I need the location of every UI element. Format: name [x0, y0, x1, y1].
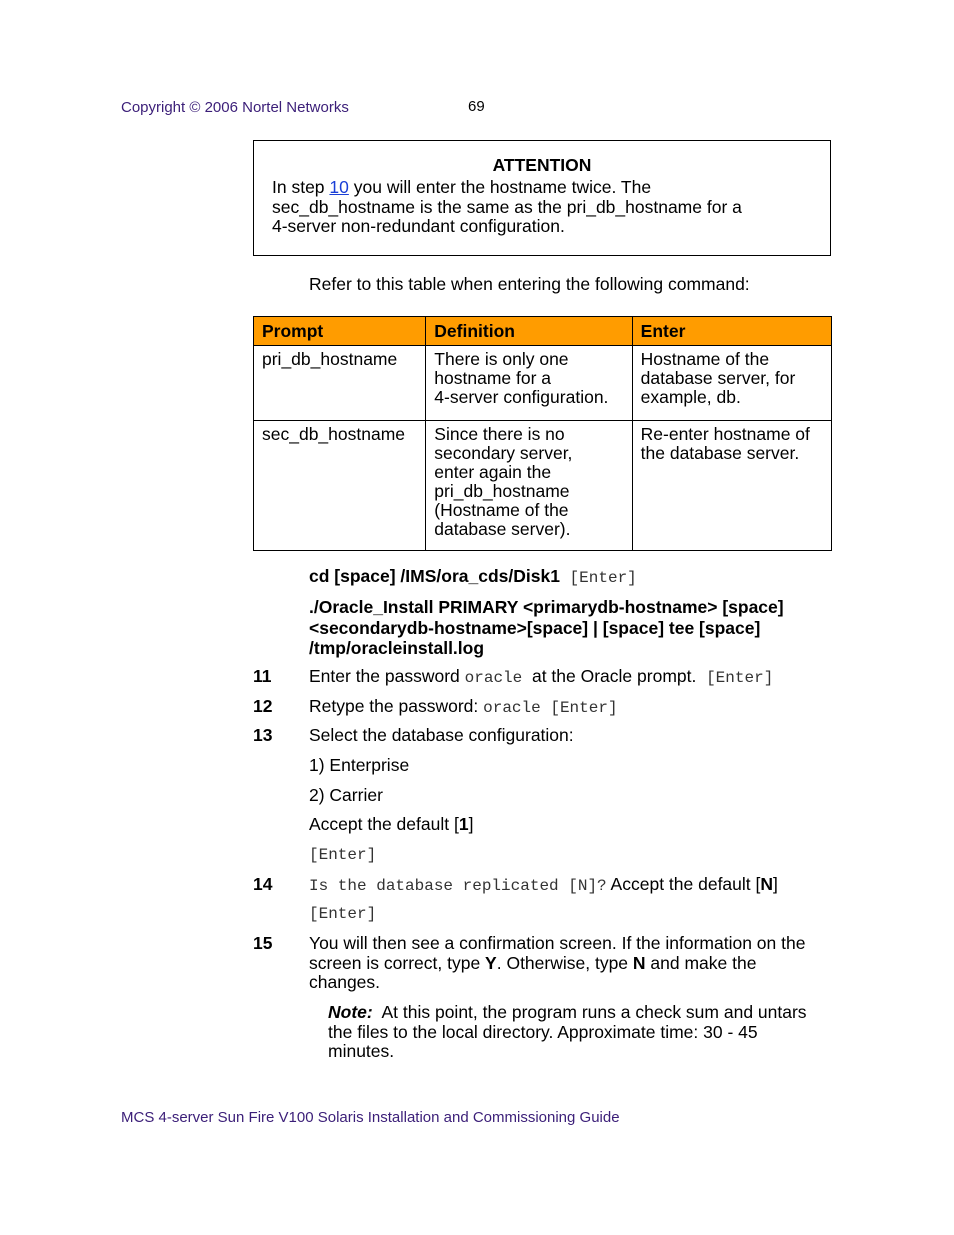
- attention-body: [272, 178, 812, 237]
- step-12-pre: Retype the password:: [309, 696, 484, 716]
- column-header-prompt: Prompt: [254, 317, 426, 346]
- step-11-pre: Enter the password: [309, 666, 465, 686]
- step-15-line: You will then see a confirmation screen. If the information on the: [309, 933, 806, 953]
- note-label: Note:: [328, 1002, 373, 1022]
- prompt-table: [253, 316, 832, 551]
- attention-box: [253, 140, 831, 256]
- step-15-line2-pre: screen is correct, type: [309, 952, 486, 973]
- attention-title: ATTENTION: [492, 155, 592, 175]
- step-11-text: [309, 667, 773, 689]
- note-block: [328, 1003, 833, 1062]
- step-10-link[interactable]: 10: [329, 177, 349, 197]
- step-15-y: Y: [485, 952, 497, 973]
- definition-line: (Hostname of the: [434, 500, 569, 520]
- step-11-mid: at the Oracle prompt.: [522, 666, 707, 686]
- attention-line2: sec_db_hostname is the same as the pri_db_hostname for a: [272, 196, 742, 217]
- install-command: [309, 597, 833, 659]
- enter-line: database server, for: [640, 368, 796, 388]
- definition-line: Since there is no: [434, 424, 565, 444]
- footer-title: MCS 4-server Sun Fire V100 Solaris Installation and Commissioning Guide: [121, 1109, 620, 1126]
- table-cell-definition: [426, 421, 632, 551]
- option-carrier: 2) Carrier: [309, 785, 383, 805]
- step-14-default-value: N: [760, 874, 774, 894]
- definition-line: 4-server configuration.: [434, 387, 609, 407]
- definition-line: enter again the: [434, 462, 552, 482]
- table-cell-enter: [632, 346, 831, 421]
- step-11-password: oracle: [464, 669, 523, 687]
- cd-command-enter: [Enter]: [559, 569, 637, 587]
- step-number: 14: [253, 874, 273, 894]
- step-15-text: [309, 934, 833, 993]
- page-number: 69: [468, 98, 485, 115]
- definition-line: secondary server,: [434, 443, 573, 463]
- attention-line1: you will enter the hostname twice. The: [348, 177, 652, 197]
- table-row: [254, 421, 832, 551]
- note-line: minutes.: [328, 1041, 395, 1061]
- table-row: [254, 346, 832, 421]
- step-15-line: changes.: [309, 972, 381, 992]
- definition-line: hostname for a: [434, 368, 552, 388]
- step-13-accept: [309, 815, 473, 835]
- step-14-accept-post: ]: [773, 874, 778, 894]
- step-number: 13: [253, 725, 273, 745]
- column-header-enter: Enter: [632, 317, 831, 346]
- table-cell-definition: [426, 346, 632, 421]
- install-command-line: /tmp/oracleinstall.log: [309, 638, 485, 658]
- copyright-text: Copyright © 2006 Nortel Networks: [121, 99, 349, 116]
- note-line: the files to the local directory. Approximate time: 30 - 45: [328, 1021, 758, 1042]
- table-header-row: [254, 317, 832, 346]
- step-number: 12: [253, 696, 273, 716]
- enter-line: example, db.: [640, 387, 741, 407]
- install-command-line: <secondarydb-hostname>[space] | [space] tee [space]: [309, 617, 761, 638]
- step-14-accept-pre: Accept the default [: [606, 874, 761, 894]
- definition-line: database server).: [434, 519, 571, 539]
- table-cell-enter: [632, 421, 831, 551]
- column-header-definition: Definition: [426, 317, 632, 346]
- cd-command-text: cd [space] /IMS/ora_cds/Disk1: [309, 566, 560, 586]
- step-12-password: oracle [Enter]: [483, 699, 618, 717]
- step-13-enter: [Enter]: [309, 846, 377, 864]
- attention-line3: 4-server non-redundant configuration.: [272, 216, 565, 236]
- accept-pre: Accept the default [: [309, 814, 459, 834]
- refer-text: Refer to this table when entering the following command:: [309, 274, 750, 294]
- note-line: At this point, the program runs a check sum and untars: [372, 1002, 807, 1022]
- step-number: 15: [253, 933, 273, 953]
- step-12-text: [309, 697, 618, 719]
- table-cell-prompt: sec_db_hostname: [254, 421, 426, 551]
- table-cell-prompt: pri_db_hostname: [254, 346, 426, 421]
- step-14-enter: [Enter]: [309, 905, 377, 923]
- step-13-text: Select the database configuration:: [309, 725, 574, 745]
- accept-post: ]: [468, 814, 474, 834]
- step-14-prompt: Is the database replicated [N]?: [309, 877, 607, 895]
- step-14-text: [309, 875, 778, 897]
- accept-default-value: 1: [458, 814, 469, 834]
- enter-line: the database server.: [640, 443, 800, 463]
- enter-line: Hostname of the: [640, 349, 770, 369]
- definition-line: pri_db_hostname: [434, 481, 570, 501]
- step-15-line2-post: and make the: [645, 952, 757, 973]
- step-number: 11: [253, 666, 272, 686]
- step-15-n: N: [632, 952, 646, 973]
- attention-pre-link: In step: [272, 177, 330, 197]
- step-15-line2-mid: . Otherwise, type: [496, 952, 633, 973]
- enter-line: Re-enter hostname of: [640, 424, 810, 444]
- step-11-enter: [Enter]: [706, 669, 774, 687]
- definition-line: There is only one: [434, 349, 569, 369]
- install-command-line: ./Oracle_Install PRIMARY <primarydb-hostname> [space]: [309, 597, 784, 617]
- option-enterprise: 1) Enterprise: [309, 755, 410, 775]
- cd-command: [309, 567, 637, 589]
